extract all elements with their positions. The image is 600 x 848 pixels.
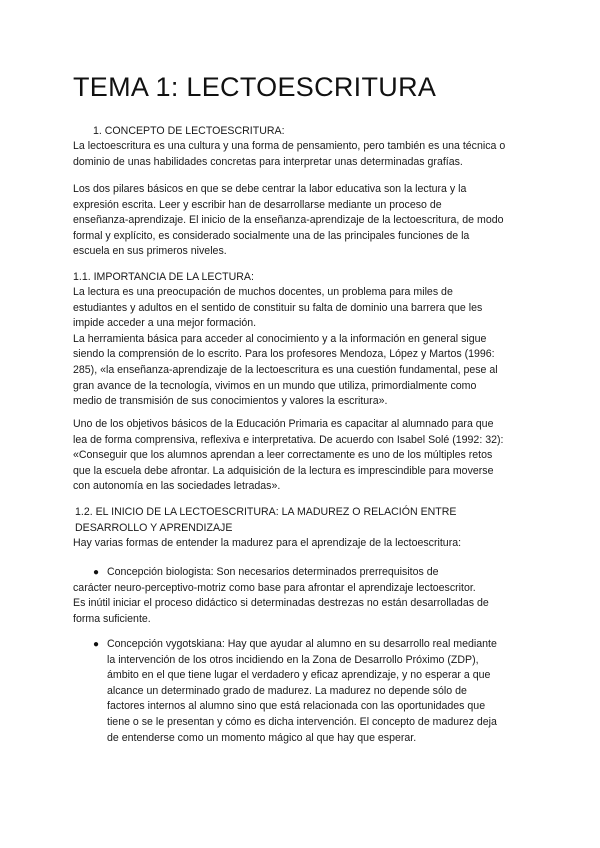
text-line: tiene o se le presentan y cómo es dicha intervención. El concepto de madurez deja [107, 715, 497, 728]
section-1-2-intro [73, 536, 533, 552]
text-line: impide acceder a una mejor formación. [73, 317, 257, 330]
text-line: La lectoescritura es una cultura y una forma de pensamiento, pero también es una técnica o [73, 140, 506, 152]
heading-line: 1. CONCEPTO DE LECTOESCRITURA: [93, 125, 285, 137]
text-line: que la escuela debe afrontar. La adquisición de la lectura es imprescindible para moverse [73, 464, 494, 477]
text-line: formal y explícito, es considerado socialmente una de las principales funciones de la [73, 229, 470, 242]
text-line: carácter neuro-perceptivo-motriz como base para afrontar el aprendizaje lectoescritor. [73, 581, 476, 594]
heading-line: DESARROLLO Y APRENDIZAJE [75, 521, 233, 534]
text-line: La lectura es una preocupación de muchos docentes, un problema para miles de [73, 286, 453, 298]
text-line: expresión escrita. Leer y escribir han de desarrollarse mediante un proceso de [73, 198, 442, 211]
text-line: forma suficiente. [73, 612, 151, 625]
text-line: estudiantes y adultos en el sentido de constituir su falta de dominio una barrera que les [73, 301, 483, 314]
text-line: de entenderse como un momento mágico al que hay que esperar. [107, 731, 417, 744]
section-1-1-paragraph-2 [73, 417, 533, 495]
heading-line: 1.1. IMPORTANCIA DE LA LECTURA: [73, 271, 254, 283]
section-1-2-heading [75, 505, 535, 536]
bullet-biologista [73, 565, 533, 627]
section-1-heading [93, 124, 553, 140]
bullet-vygotskiana [107, 637, 537, 746]
text-line: con autonomía en las sociedades letradas». [73, 480, 281, 493]
text-line: gran avance de la tecnología, vivimos en un mundo que utiliza, primordialmente como [73, 379, 477, 392]
text-line: alcance un determinado grado de madurez. La madurez no depende sólo de [107, 684, 467, 697]
text-line: Uno de los objetivos básicos de la Educación Primaria es capacitar al alumnado para que [73, 418, 494, 430]
text-line: factores internos al alumno sino que está relacionada con las oportunidades que [107, 700, 486, 713]
text-line: Es inútil iniciar el proceso didáctico si determinadas destrezas no están desarrolladas de [73, 597, 489, 610]
text-line: Hay varias formas de entender la madurez para el aprendizaje de la lectoescritura: [73, 537, 462, 549]
section-1-1-paragraph-1 [73, 285, 533, 410]
text-line: ámbito en el que tiene lugar el verdadero y eficaz aprendizaje, y no esperar a que [107, 669, 491, 682]
bullet-icon: ● [93, 639, 100, 650]
bullet-icon: ● [93, 567, 100, 578]
text-line: siendo la comprensión de lo escrito. Para los profesores Mendoza, López y Martos (1996: [73, 348, 495, 361]
text-line: la intervención de los otros incidiendo en la Zona de Desarrollo Próximo (ZDP), [107, 653, 479, 666]
heading-line: 1.2. EL INICIO DE LA LECTOESCRITURA: LA MADUREZ O RELACIÓN ENTRE [75, 506, 457, 518]
section-1-1-heading [73, 270, 533, 286]
text-line: La herramienta básica para acceder al conocimiento y a la información en general sigue [73, 332, 487, 345]
text-line: enseñanza-aprendizaje. El inicio de la enseñanza-aprendizaje de la lectoescritura, de modo [73, 214, 504, 227]
text-line: 285), «la enseñanza-aprendizaje de la lectoescritura es una cuestión fundamental, pese al [73, 363, 498, 376]
text-line: Concepción biologista: Son necesarios determinados prerrequisitos de [107, 566, 439, 578]
section-1-paragraph-1 [73, 139, 533, 170]
text-line: escuela en sus primeros niveles. [73, 245, 227, 258]
text-line: «Conseguir que los alumnos aprendan a leer correctamente es uno de los múltiples retos [73, 449, 493, 462]
section-1-paragraph-2 [73, 182, 533, 260]
text-line: dominio de unas habilidades concretas para interpretar unas determinadas grafías. [73, 155, 463, 168]
text-line: Concepción vygotskiana: Hay que ayudar al alumno en su desarrollo real mediante [107, 638, 497, 650]
text-line: Los dos pilares básicos en que se debe centrar la labor educativa son la lectura y la [73, 183, 467, 195]
text-line: medio de transmisión de sus conocimientos y valores la escritura». [73, 395, 388, 408]
page-title: TEMA 1: LECTOESCRITURA [73, 72, 437, 102]
text-line: lea de forma comprensiva, reflexiva e interpretativa. De acuerdo con Isabel Solé (1992: 32): [73, 433, 504, 446]
